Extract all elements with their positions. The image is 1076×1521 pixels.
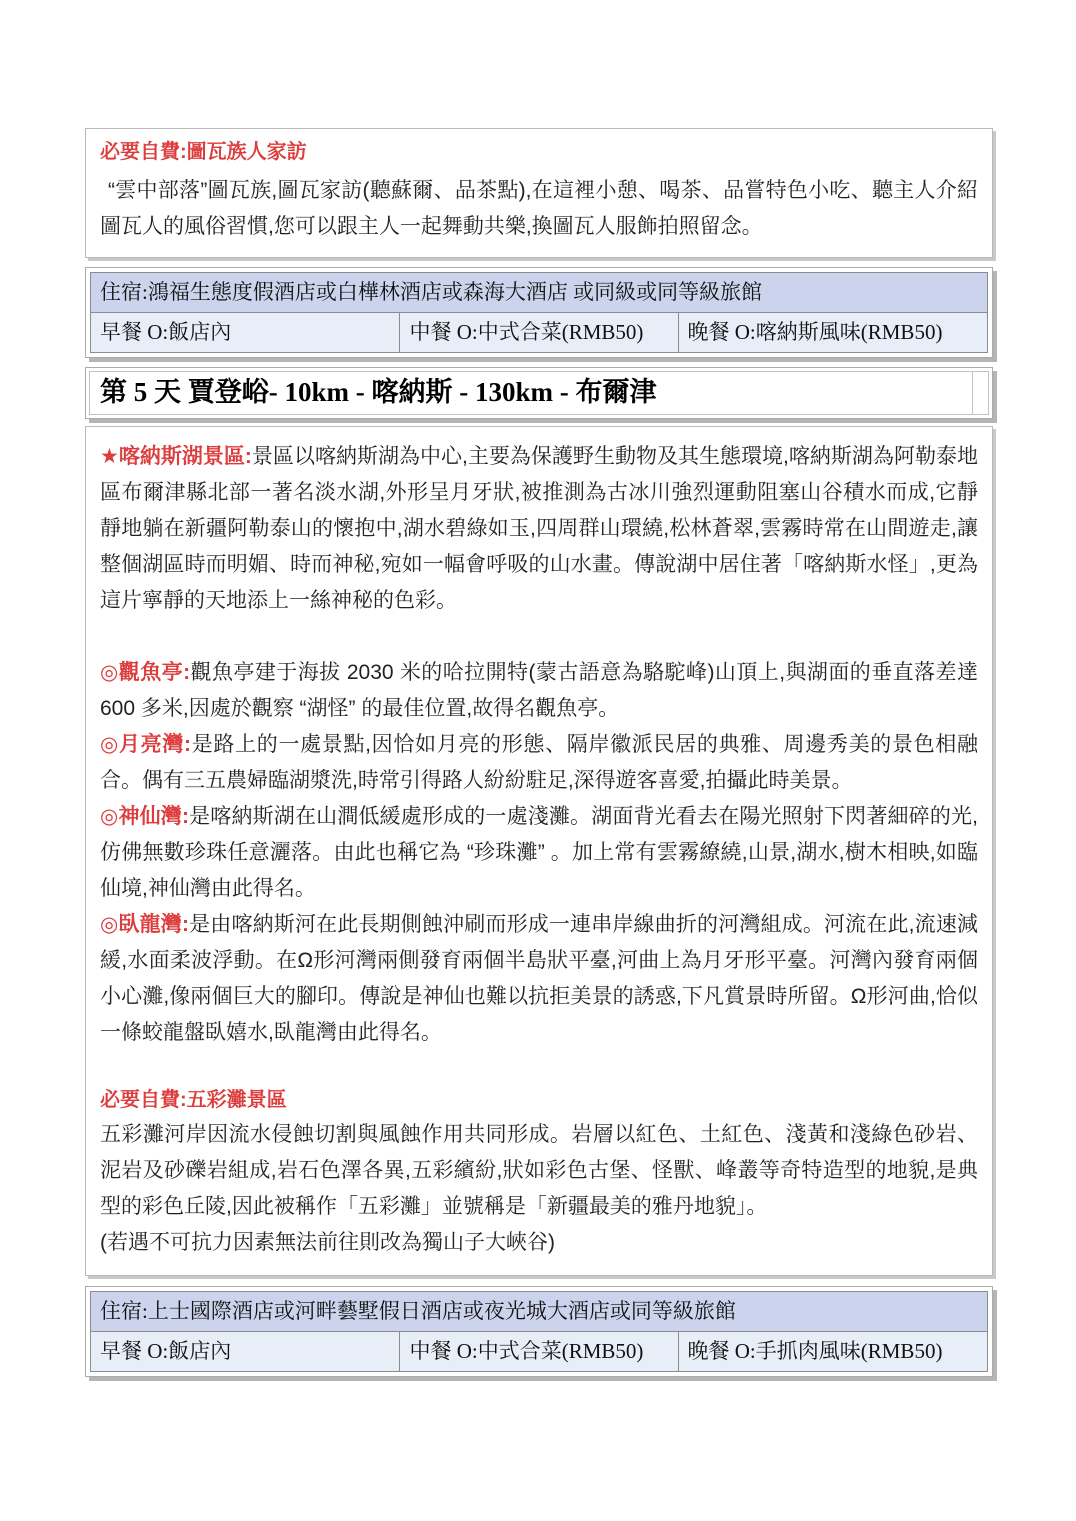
day-5-content-box bbox=[85, 426, 993, 1276]
breakfast-cell-1: 早餐 O:飯店內 bbox=[91, 313, 400, 353]
spot-wolong-bay-text: 是由喀納斯河在此長期側蝕沖刷而形成一連串岸線曲折的河灣組成。河流在此,流速減緩,水面柔波浮動。在Ω形河灣兩側發育兩個半島狀平臺,河曲上為月牙形平臺。河灣內發育兩個小心灘,像兩個巨大的腳印。傳說是神仙也難以抗拒美景的誘惑,下凡賞景時所留。Ω形河曲,恰似一條蛟龍盤臥嬉水,臥龍灣由此得名。 bbox=[100, 913, 978, 1044]
spot-fairy-bay bbox=[100, 799, 978, 907]
breakfast-cell-2: 早餐 O:飯店內 bbox=[91, 1332, 400, 1372]
spot-wolong-bay-label: ◎臥龍灣: bbox=[100, 913, 189, 936]
spot-fairy-bay-label: ◎神仙灣: bbox=[100, 805, 189, 828]
tuwa-visit-description: “雲中部落”圖瓦族,圖瓦家訪(聽蘇爾、品茶點),在這裡小憩、喝茶、品嘗特色小吃、聽主人介紹圖瓦人的風俗習慣,您可以跟主人一起舞動共樂,換圖瓦人服飾拍照留念。 bbox=[100, 179, 978, 238]
table-row bbox=[91, 1332, 988, 1372]
optional-fee-block-tuwa bbox=[85, 128, 993, 258]
day-header-spacer bbox=[973, 372, 989, 415]
kanas-lake-label: ★喀納斯湖景區: bbox=[100, 445, 252, 468]
kanas-lake-intro bbox=[100, 439, 978, 619]
itinerary-content bbox=[85, 128, 993, 1386]
spot-guanyuting bbox=[100, 655, 978, 727]
table-row bbox=[90, 372, 989, 415]
hotel-meal-table-2 bbox=[85, 1286, 993, 1377]
dinner-cell-2: 晚餐 O:手抓肉風味(RMB50) bbox=[678, 1332, 987, 1372]
day-5-header bbox=[85, 367, 993, 419]
day-5-title: 第 5 天 賈登峪- 10km - 喀納斯 - 130km - 布爾津 bbox=[90, 372, 973, 415]
lodging-cell-1: 住宿:鴻福生態度假酒店或白樺林酒店或森海大酒店 或同級或同等級旅館 bbox=[91, 273, 988, 313]
table-row bbox=[91, 273, 988, 313]
wucaitan-description: 五彩灘河岸因流水侵蝕切割與風蝕作用共同形成。岩層以紅色、土紅色、淺黃和淺綠色砂岩、泥岩及砂礫岩組成,岩石色澤各異,五彩繽紛,狀如彩色古堡、怪獸、峰叢等奇特造型的地貌,是典型的彩色丘陵,因此被稱作「五彩灘」並號稱是「新疆最美的雅丹地貌」。 bbox=[100, 1123, 978, 1218]
spot-fairy-bay-text: 是喀納斯湖在山澗低緩處形成的一處淺灘。湖面背光看去在陽光照射下閃著細碎的光,仿佛無數珍珠任意灑落。由此也稱它為 “珍珠灘” 。加上常有雲霧繚繞,山景,湖水,樹木相映,如臨仙境,神仙灣由此得名。 bbox=[100, 805, 978, 900]
lodging-cell-2: 住宿:上士國際酒店或河畔藝墅假日酒店或夜光城大酒店或同等級旅館 bbox=[91, 1292, 988, 1332]
hotel-meal-table-1 bbox=[85, 267, 993, 358]
spot-moon-bay bbox=[100, 727, 978, 799]
spot-wolong-bay bbox=[100, 907, 978, 1051]
lunch-cell-1: 中餐 O:中式合菜(RMB50) bbox=[400, 313, 678, 353]
wucaitan-fallback-note: (若遇不可抗力因素無法前往則改為獨山子大峽谷) bbox=[100, 1231, 555, 1254]
spot-guanyuting-text: 觀魚亭建于海拔 2030 米的哈拉開特(蒙古語意為駱駝峰)山頂上,與湖面的垂直落差達 600 多米,因處於觀察 “湖怪” 的最佳位置,故得名觀魚亭。 bbox=[100, 661, 978, 720]
kanas-lake-text: 景區以喀納斯湖為中心,主要為保護野生動物及其生態環境,喀納斯湖為阿勒泰地區布爾津縣北部一著名淡水湖,外形呈月牙狀,被推測為古冰川強烈運動阻塞山谷積水而成,它靜靜地躺在新疆阿勒泰山的懷抱中,湖水碧綠如玉,四周群山環繞,松林蒼翠,雲霧時常在山間遊走,讓整個湖區時而明媚、時而神秘,宛如一幅會呼吸的山水畫。傳說湖中居住著「喀納斯水怪」,更為這片寧靜的天地添上一絲神秘的色彩。 bbox=[100, 445, 978, 612]
lunch-cell-2: 中餐 O:中式合菜(RMB50) bbox=[400, 1332, 678, 1372]
table-row bbox=[91, 313, 988, 353]
optional-fee-heading-tuwa: 必要自費:圖瓦族人家訪 bbox=[100, 141, 307, 163]
optional-fee-heading-wucaitan: 必要自費:五彩灘景區 bbox=[100, 1089, 287, 1111]
table-row bbox=[91, 1292, 988, 1332]
spot-moon-bay-text: 是路上的一處景點,因恰如月亮的形態、隔岸徽派民居的典雅、周邊秀美的景色相融合。偶有三五農婦臨湖漿洗,時常引得路人紛紛駐足,深得遊客喜愛,拍攝此時美景。 bbox=[100, 733, 978, 792]
dinner-cell-1: 晚餐 O:喀納斯風味(RMB50) bbox=[678, 313, 987, 353]
spot-moon-bay-label: ◎月亮灣: bbox=[100, 733, 192, 756]
spot-guanyuting-label: ◎觀魚亭: bbox=[100, 661, 191, 684]
